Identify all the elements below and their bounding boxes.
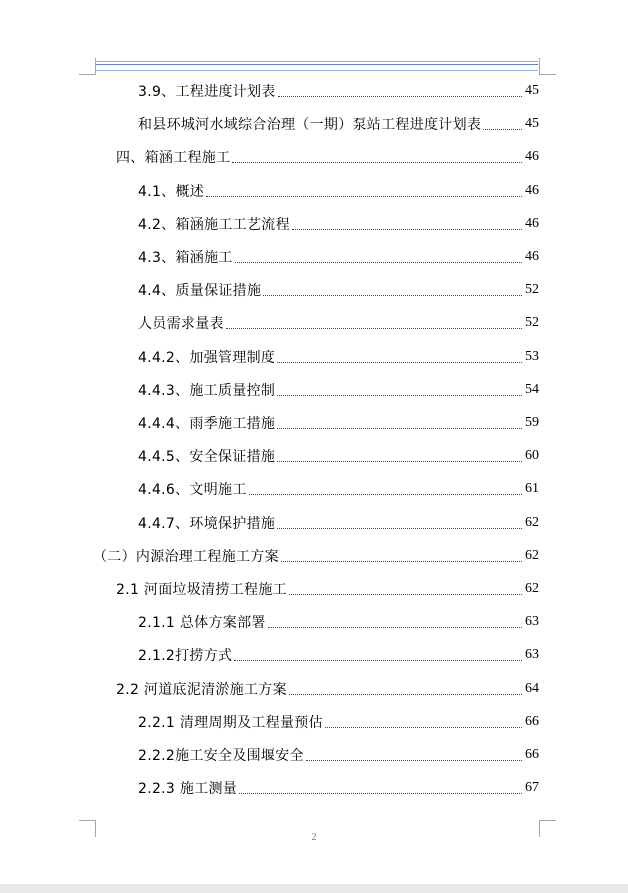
toc-entry[interactable]	[138, 775, 539, 801]
toc-entry-page: 64	[525, 681, 539, 696]
toc-entry-title: 2.2.2施工安全及围堰安全	[138, 748, 304, 764]
toc-entry-page: 66	[525, 714, 539, 729]
toc-entry[interactable]	[138, 410, 539, 436]
toc-entry-title: 4.4.4、雨季施工措施	[138, 416, 276, 432]
toc-entry[interactable]	[138, 244, 539, 270]
header-rule	[96, 70, 538, 71]
toc-dot-leader	[325, 726, 522, 728]
toc-entry-page: 59	[525, 415, 539, 430]
toc-entry[interactable]	[116, 576, 539, 602]
toc-entry-title: 4.4.7、环境保护措施	[138, 516, 276, 532]
toc-entry-page: 52	[525, 282, 539, 297]
toc-entry-page: 54	[525, 382, 539, 397]
toc-dot-leader	[268, 626, 522, 628]
toc-dot-leader	[235, 261, 522, 263]
page-number: 2	[311, 832, 317, 843]
toc-entry[interactable]	[138, 111, 539, 137]
toc-dot-leader	[278, 95, 522, 97]
toc-entry-page: 45	[525, 83, 539, 98]
toc-entry[interactable]	[138, 642, 539, 668]
toc-dot-leader	[239, 792, 522, 794]
toc-entry-title: 2.2.3 施工测量	[138, 781, 238, 797]
toc-entry[interactable]	[138, 178, 539, 204]
toc-entry[interactable]	[138, 742, 539, 768]
toc-entry[interactable]	[138, 609, 539, 635]
toc-entry-title: 2.2.1 清理周期及工程量预估	[138, 715, 323, 731]
toc-dot-leader	[277, 361, 522, 363]
header-rule	[96, 64, 538, 65]
toc-dot-leader	[277, 394, 522, 396]
toc-entry-title: 四、箱涵工程施工	[116, 150, 231, 166]
toc-entry-title: 4.1、概述	[138, 184, 205, 200]
toc-entry[interactable]	[116, 676, 539, 702]
toc-entry-title: 2.1 河面垃圾清捞工程施工	[116, 582, 287, 598]
toc-entry-title: 4.2、箱涵施工工艺流程	[138, 217, 290, 233]
toc-entry[interactable]	[138, 476, 539, 502]
toc-entry[interactable]	[138, 344, 539, 370]
toc-entry-title: 4.4.5、安全保证措施	[138, 449, 276, 465]
toc-dot-leader	[277, 527, 522, 529]
toc-entry-title: 4.4.6、文明施工	[138, 482, 247, 498]
toc-entry[interactable]	[116, 144, 539, 170]
toc-entry-page: 46	[525, 249, 539, 264]
toc-dot-leader	[277, 460, 522, 462]
toc-entry-page: 45	[525, 116, 539, 131]
toc-entry-page: 60	[525, 448, 539, 463]
toc-dot-leader	[292, 228, 522, 230]
toc-dot-leader	[226, 327, 522, 329]
toc-entry-page: 46	[525, 149, 539, 164]
toc-dot-leader	[232, 161, 522, 163]
toc-dot-leader	[289, 693, 522, 695]
toc-entry-page: 63	[525, 647, 539, 662]
toc-entry-title: 4.4、质量保证措施	[138, 283, 262, 299]
toc-entry-page: 62	[525, 581, 539, 596]
toc-dot-leader	[206, 195, 522, 197]
toc-entry[interactable]	[138, 510, 539, 536]
toc-dot-leader	[277, 427, 522, 429]
toc-entry-page: 61	[525, 481, 539, 496]
toc-entry-title: 4.4.3、施工质量控制	[138, 383, 276, 399]
toc-entry-title: 2.2 河道底泥清淤施工方案	[116, 682, 287, 698]
toc-entry-title: 2.1.2打捞方式	[138, 648, 233, 664]
toc-entry-title: 4.4.2、加强管理制度	[138, 350, 276, 366]
toc-entry[interactable]	[138, 211, 539, 237]
toc-entry[interactable]	[138, 443, 539, 469]
toc-dot-leader	[249, 493, 522, 495]
toc-entry[interactable]	[138, 377, 539, 403]
page-gap	[0, 884, 628, 893]
toc-entry-page: 53	[525, 349, 539, 364]
toc-entry-title: （二）内源治理工程施工方案	[93, 549, 279, 565]
toc-entry-page: 67	[525, 780, 539, 795]
toc-entry-title: 和县环城河水域综合治理（一期）泵站工程进度计划表	[138, 117, 482, 133]
toc-entry-page: 62	[525, 515, 539, 530]
toc-entry-title: 2.1.1 总体方案部署	[138, 615, 266, 631]
toc-entry-page: 66	[525, 747, 539, 762]
toc-entry[interactable]	[138, 277, 539, 303]
toc-entry-page: 62	[525, 548, 539, 563]
toc-entry[interactable]	[138, 78, 539, 104]
crop-mark-top-right	[539, 58, 556, 75]
toc-entry[interactable]	[138, 709, 539, 735]
header-rule	[96, 61, 538, 62]
crop-mark-top-left	[79, 58, 96, 75]
toc-entry-page: 46	[525, 183, 539, 198]
toc-entry-page: 46	[525, 216, 539, 231]
toc-entry[interactable]	[93, 543, 539, 569]
toc-dot-leader	[289, 593, 522, 595]
toc-dot-leader	[234, 659, 522, 661]
toc-entry-page: 63	[525, 614, 539, 629]
toc-dot-leader	[281, 560, 522, 562]
toc-entry-title: 人员需求量表	[138, 316, 224, 332]
toc-dot-leader	[263, 294, 522, 296]
toc-entry-title: 4.3、箱涵施工	[138, 250, 233, 266]
toc-entry-page: 52	[525, 315, 539, 330]
toc-entry[interactable]	[138, 310, 539, 336]
toc-entry-title: 3.9、工程进度计划表	[138, 84, 276, 100]
toc-dot-leader	[483, 128, 522, 130]
toc-dot-leader	[306, 759, 522, 761]
